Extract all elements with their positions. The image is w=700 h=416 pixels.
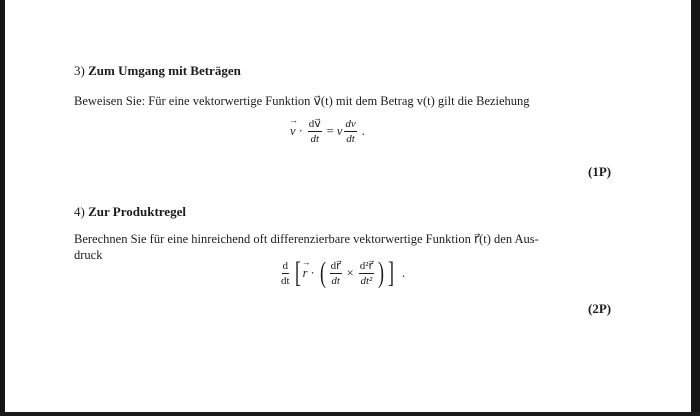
section-3-title: Zum Umgang mit Beträgen [88, 63, 241, 78]
formula-equals: = [326, 124, 334, 138]
left-bracket: [ [294, 256, 301, 289]
fraction-denominator: dt [310, 133, 320, 145]
fraction-denominator: dt² [360, 274, 373, 287]
left-paren: ( [319, 256, 326, 289]
right-frame-edge [691, 0, 700, 416]
section-3-points: (1P) [588, 164, 612, 179]
formula-cross: × [346, 265, 354, 280]
section-4-points: (2P) [588, 301, 612, 316]
fraction-numerator: dv [345, 118, 356, 130]
fraction-denominator: dt [346, 133, 355, 145]
section-4-title: Zur Produktregel [88, 204, 186, 219]
fraction-numerator: d²r⃗ [359, 259, 374, 272]
section-4-text-line-2: druck [74, 248, 103, 262]
fraction-numerator: d [282, 259, 289, 272]
fraction-denominator: dt [281, 274, 290, 287]
section-4-number: 4) [74, 204, 85, 219]
section-4-formula [278, 258, 405, 288]
formula-derivative-operator [280, 260, 291, 287]
formula-fraction-dr-dt [330, 260, 342, 287]
formula-period: . [361, 124, 365, 138]
section-3-heading [74, 63, 241, 79]
formula-scalar-v: v [336, 124, 343, 138]
formula-vec-v: → v [290, 124, 296, 139]
section-4-text-line-1: Berechnen Sie für eine hinreichend oft differenzierbare vektorwertige Funktion r⃗(t) den Aus- [74, 232, 539, 246]
section-3-number: 3) [74, 63, 85, 78]
left-frame-edge [0, 0, 5, 416]
formula-dot: · [298, 124, 303, 138]
right-bracket: ] [388, 256, 395, 289]
formula-vec-r: → r [303, 266, 308, 281]
section-4-heading [74, 204, 186, 220]
formula-period: . [402, 265, 406, 280]
bottom-frame-edge [0, 412, 700, 416]
formula-fraction-dv-dt [308, 118, 322, 145]
formula-fraction-d2r-dt2 [359, 260, 374, 287]
right-paren: ) [378, 256, 385, 289]
section-3-text: Beweisen Sie: Für eine vektorwertige Funktion v⃗(t) mit dem Betrag v(t) gilt die Beziehung [74, 94, 530, 108]
formula-fraction-scalar [344, 118, 356, 145]
fraction-numerator: dr⃗ [330, 259, 341, 272]
fraction-numerator: dv⃗ [308, 118, 321, 130]
fraction-denominator: dt [331, 274, 340, 287]
section-3-formula [290, 118, 365, 145]
formula-dot: · [310, 265, 315, 280]
